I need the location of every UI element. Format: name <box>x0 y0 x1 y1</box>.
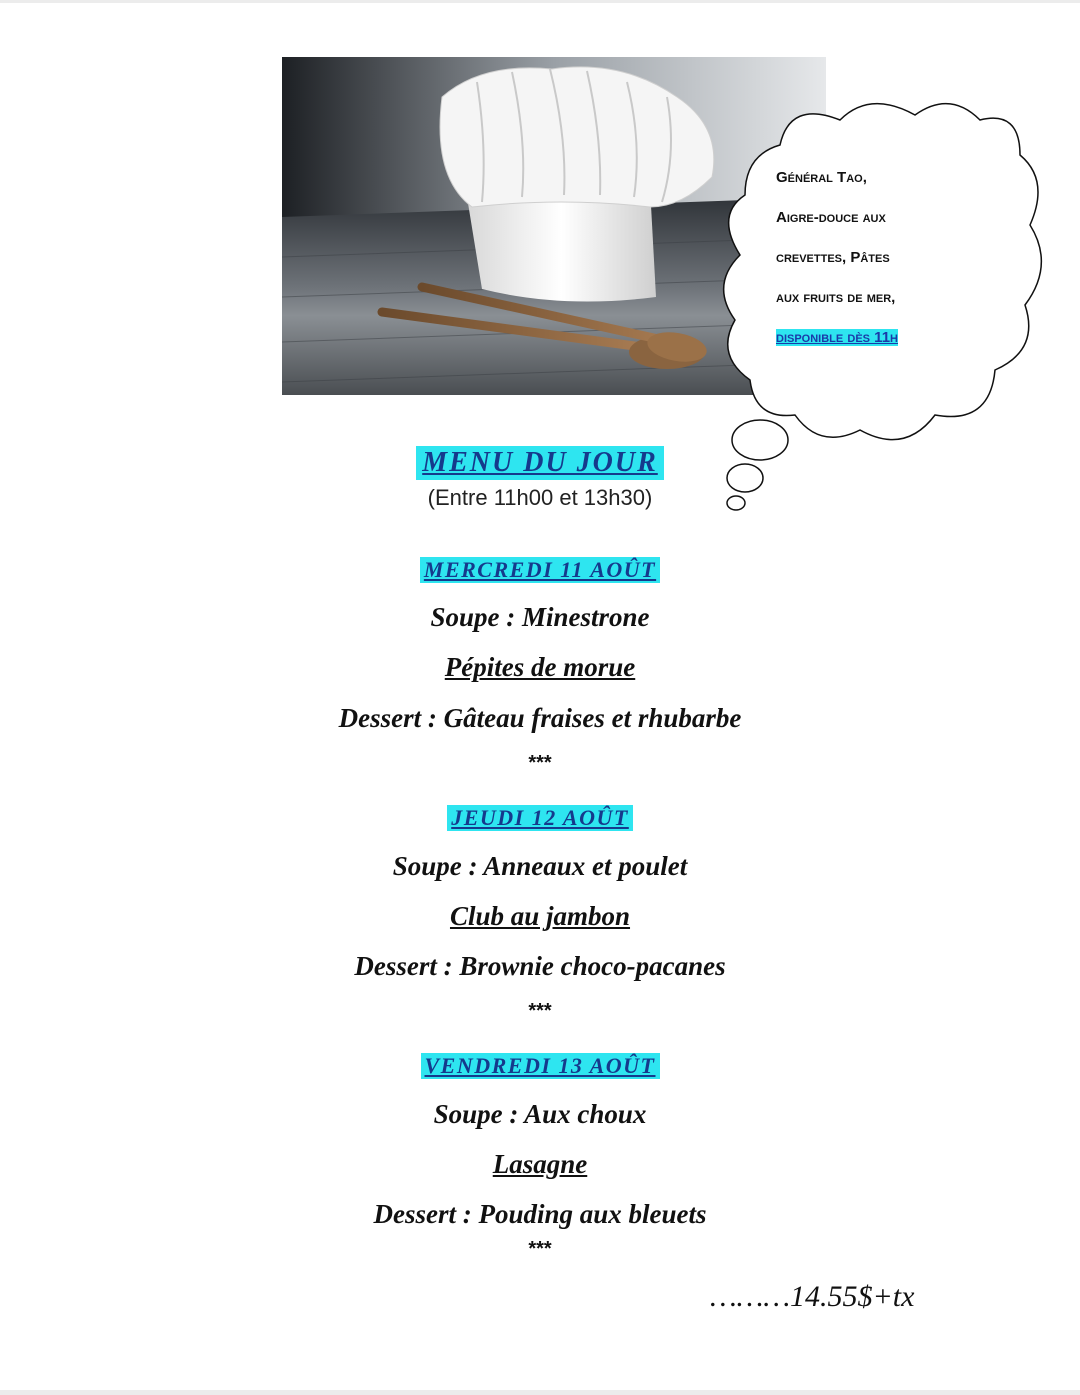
day-heading-text: VENDREDI 13 AOÛT <box>421 1053 660 1079</box>
day-heading-thursday <box>0 805 1080 831</box>
separator-stars: *** <box>528 752 552 774</box>
soup-wednesday: Soupe : Minestrone <box>430 602 650 632</box>
main-dish-text: Lasagne <box>492 1149 588 1179</box>
menu-title <box>0 446 1080 480</box>
special-line-4: aux fruits de mer, <box>776 289 896 306</box>
main-dish-text: Pépites de morue <box>444 652 636 682</box>
dessert-thursday: Dessert : Brownie choco-pacanes <box>354 951 726 981</box>
top-border <box>0 0 1080 3</box>
day-heading-wednesday <box>0 557 1080 583</box>
price: ………14.55$+tx <box>710 1280 915 1313</box>
separator-stars: *** <box>528 1238 552 1260</box>
soup-thursday: Soupe : Anneaux et poulet <box>392 851 688 881</box>
special-line-3: crevettes, Pâtes <box>776 249 890 266</box>
separator-stars: *** <box>528 1000 552 1022</box>
menu-hours: (Entre 11h00 et 13h30) <box>427 485 653 510</box>
main-dish-text: Club au jambon <box>449 901 631 931</box>
special-line-1: Général Tao, <box>776 169 867 186</box>
main-friday <box>0 1149 1080 1180</box>
special-availability: disponible dès 11h <box>776 329 898 346</box>
menu-title-text: MENU DU JOUR <box>416 446 664 480</box>
main-wednesday <box>0 652 1080 683</box>
special-line-2: Aigre-douce aux <box>776 209 886 226</box>
day-heading-text: MERCREDI 11 AOÛT <box>420 557 660 583</box>
bottom-border <box>0 1390 1080 1395</box>
dessert-friday: Dessert : Pouding aux bleuets <box>373 1199 707 1229</box>
day-heading-friday <box>0 1053 1080 1079</box>
special-of-the-day-text <box>776 158 976 358</box>
dessert-wednesday: Dessert : Gâteau fraises et rhubarbe <box>338 703 742 733</box>
main-thursday <box>0 901 1080 932</box>
day-heading-text: JEUDI 12 AOÛT <box>447 805 633 831</box>
soup-friday: Soupe : Aux choux <box>433 1099 647 1129</box>
